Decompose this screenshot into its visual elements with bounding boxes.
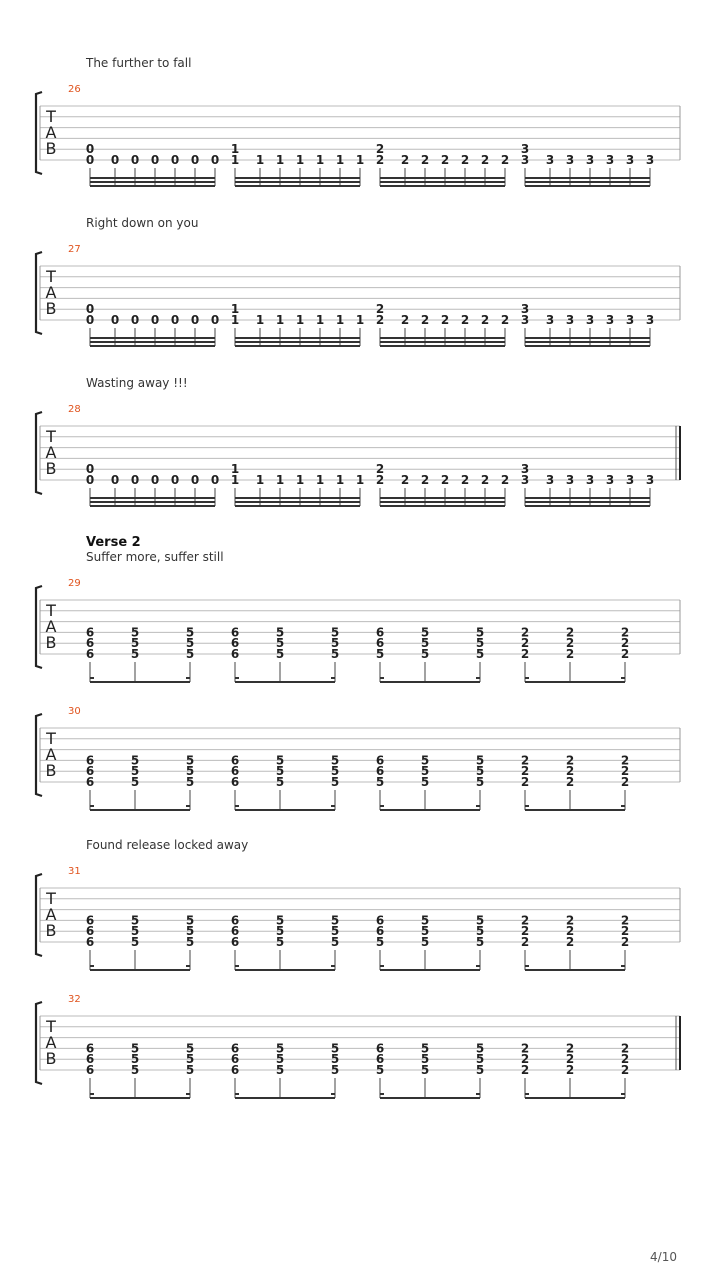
fret-number: 0 bbox=[85, 313, 95, 327]
fret-number: 2 bbox=[565, 775, 575, 789]
fret-number: 3 bbox=[565, 153, 575, 167]
fret-number: 5 bbox=[420, 1041, 430, 1056]
fret-number: 5 bbox=[420, 753, 430, 768]
tab-clef-letter: B bbox=[45, 761, 57, 780]
fret-number: 5 bbox=[275, 935, 285, 949]
fret-number: 6 bbox=[230, 753, 240, 768]
fret-number: 0 bbox=[210, 153, 220, 167]
fret-number: 5 bbox=[475, 913, 485, 928]
measure-number-31: 31 bbox=[68, 866, 81, 877]
fret-number: 6 bbox=[375, 636, 385, 651]
staff-brace bbox=[36, 586, 42, 668]
fret-number: 2 bbox=[500, 313, 510, 327]
staff-brace bbox=[36, 874, 42, 956]
fret-number: 1 bbox=[230, 302, 240, 317]
fret-number: 5 bbox=[275, 775, 285, 789]
fret-number: 5 bbox=[130, 753, 140, 768]
fret-number: 6 bbox=[85, 636, 95, 651]
fret-number: 2 bbox=[375, 142, 385, 157]
fret-number: 3 bbox=[520, 473, 530, 487]
fret-number: 0 bbox=[150, 313, 160, 327]
lyric-28: Wasting away !!! bbox=[86, 376, 188, 390]
tab-staff-28 bbox=[0, 410, 720, 510]
fret-number: 2 bbox=[480, 473, 490, 487]
fret-number: 5 bbox=[185, 775, 195, 789]
fret-number: 3 bbox=[645, 153, 655, 167]
fret-number: 5 bbox=[330, 753, 340, 768]
fret-number: 5 bbox=[475, 935, 485, 949]
fret-number: 1 bbox=[355, 153, 365, 167]
fret-number: 6 bbox=[85, 625, 95, 640]
fret-number: 6 bbox=[230, 647, 240, 661]
fret-number: 6 bbox=[230, 1041, 240, 1056]
fret-number: 5 bbox=[420, 1063, 430, 1077]
fret-number: 2 bbox=[440, 153, 450, 167]
fret-number: 5 bbox=[330, 636, 340, 651]
fret-number: 5 bbox=[420, 625, 430, 640]
tab-clef-letter: A bbox=[45, 1033, 57, 1052]
fret-number: 5 bbox=[420, 913, 430, 928]
fret-number: 2 bbox=[565, 935, 575, 949]
fret-number: 1 bbox=[275, 473, 285, 487]
fret-number: 5 bbox=[330, 1041, 340, 1056]
tab-staff-27 bbox=[0, 250, 720, 350]
fret-number: 5 bbox=[275, 1041, 285, 1056]
tab-staff-29 bbox=[0, 584, 720, 684]
fret-number: 6 bbox=[375, 625, 385, 640]
staff-brace bbox=[36, 1002, 42, 1084]
staff-brace bbox=[36, 412, 42, 494]
fret-number: 6 bbox=[85, 647, 95, 661]
fret-number: 5 bbox=[375, 1063, 385, 1077]
fret-number: 1 bbox=[230, 313, 240, 327]
fret-number: 2 bbox=[620, 1041, 630, 1056]
fret-number: 2 bbox=[620, 913, 630, 928]
fret-number: 0 bbox=[85, 302, 95, 317]
fret-number: 5 bbox=[185, 1041, 195, 1056]
fret-number: 1 bbox=[335, 313, 345, 327]
fret-number: 1 bbox=[275, 313, 285, 327]
fret-number: 5 bbox=[130, 1041, 140, 1056]
fret-number: 3 bbox=[520, 462, 530, 477]
fret-number: 5 bbox=[130, 625, 140, 640]
fret-number: 5 bbox=[185, 1052, 195, 1067]
fret-number: 2 bbox=[400, 153, 410, 167]
fret-number: 3 bbox=[625, 153, 635, 167]
fret-number: 5 bbox=[330, 625, 340, 640]
fret-number: 0 bbox=[190, 473, 200, 487]
lyric-31: Found release locked away bbox=[86, 838, 249, 852]
fret-number: 5 bbox=[185, 913, 195, 928]
fret-number: 2 bbox=[400, 473, 410, 487]
fret-number: 1 bbox=[295, 313, 305, 327]
fret-number: 6 bbox=[375, 913, 385, 928]
fret-number: 2 bbox=[375, 153, 385, 167]
fret-number: 5 bbox=[275, 1052, 285, 1067]
fret-number: 2 bbox=[520, 636, 530, 651]
fret-number: 1 bbox=[230, 153, 240, 167]
fret-number: 5 bbox=[130, 775, 140, 789]
tab-staff-31 bbox=[0, 872, 720, 972]
tab-staff-30 bbox=[0, 712, 720, 812]
tab-clef-letter: T bbox=[46, 601, 56, 620]
fret-number: 3 bbox=[520, 153, 530, 167]
fret-number: 2 bbox=[565, 1052, 575, 1067]
fret-number: 5 bbox=[185, 935, 195, 949]
fret-number: 5 bbox=[420, 647, 430, 661]
fret-number: 3 bbox=[565, 473, 575, 487]
fret-number: 5 bbox=[275, 1063, 285, 1077]
fret-number: 2 bbox=[520, 924, 530, 939]
fret-number: 3 bbox=[605, 313, 615, 327]
fret-number: 2 bbox=[420, 473, 430, 487]
fret-number: 5 bbox=[375, 775, 385, 789]
fret-number: 3 bbox=[625, 313, 635, 327]
fret-number: 5 bbox=[420, 924, 430, 939]
fret-number: 6 bbox=[230, 913, 240, 928]
fret-number: 5 bbox=[330, 647, 340, 661]
fret-number: 2 bbox=[420, 313, 430, 327]
fret-number: 6 bbox=[230, 764, 240, 779]
fret-number: 3 bbox=[605, 153, 615, 167]
fret-number: 5 bbox=[130, 924, 140, 939]
tab-clef-letter: A bbox=[45, 443, 57, 462]
fret-number: 0 bbox=[150, 153, 160, 167]
fret-number: 3 bbox=[565, 313, 575, 327]
fret-number: 5 bbox=[330, 935, 340, 949]
fret-number: 2 bbox=[620, 753, 630, 768]
fret-number: 5 bbox=[375, 935, 385, 949]
fret-number: 1 bbox=[275, 153, 285, 167]
fret-number: 5 bbox=[130, 1063, 140, 1077]
fret-number: 2 bbox=[520, 625, 530, 640]
tab-clef-letter: B bbox=[45, 921, 57, 940]
tab-clef-letter: A bbox=[45, 905, 57, 924]
fret-number: 5 bbox=[475, 636, 485, 651]
fret-number: 0 bbox=[130, 313, 140, 327]
fret-number: 2 bbox=[565, 636, 575, 651]
fret-number: 2 bbox=[565, 647, 575, 661]
fret-number: 1 bbox=[335, 473, 345, 487]
fret-number: 3 bbox=[520, 302, 530, 317]
fret-number: 5 bbox=[330, 913, 340, 928]
fret-number: 1 bbox=[255, 473, 265, 487]
fret-number: 3 bbox=[585, 313, 595, 327]
tab-clef-letter: B bbox=[45, 633, 57, 652]
fret-number: 6 bbox=[85, 1041, 95, 1056]
fret-number: 5 bbox=[420, 1052, 430, 1067]
lyric-26: The further to fall bbox=[86, 56, 192, 70]
tab-clef-letter: B bbox=[45, 139, 57, 158]
measure-number-30: 30 bbox=[68, 706, 81, 717]
fret-number: 5 bbox=[420, 935, 430, 949]
fret-number: 1 bbox=[355, 473, 365, 487]
fret-number: 3 bbox=[545, 153, 555, 167]
fret-number: 3 bbox=[520, 142, 530, 157]
fret-number: 5 bbox=[475, 753, 485, 768]
page-number: 4/10 bbox=[650, 1250, 677, 1264]
fret-number: 2 bbox=[520, 753, 530, 768]
fret-number: 2 bbox=[520, 775, 530, 789]
fret-number: 5 bbox=[475, 1041, 485, 1056]
fret-number: 1 bbox=[230, 462, 240, 477]
fret-number: 2 bbox=[520, 647, 530, 661]
fret-number: 3 bbox=[545, 473, 555, 487]
fret-number: 5 bbox=[130, 647, 140, 661]
fret-number: 5 bbox=[130, 1052, 140, 1067]
fret-number: 2 bbox=[565, 764, 575, 779]
tab-clef-letter: T bbox=[46, 889, 56, 908]
fret-number: 2 bbox=[440, 473, 450, 487]
staff-brace bbox=[36, 714, 42, 796]
fret-number: 2 bbox=[375, 313, 385, 327]
fret-number: 1 bbox=[230, 142, 240, 157]
fret-number: 5 bbox=[330, 775, 340, 789]
fret-number: 2 bbox=[565, 913, 575, 928]
fret-number: 2 bbox=[520, 764, 530, 779]
fret-number: 0 bbox=[170, 313, 180, 327]
fret-number: 1 bbox=[355, 313, 365, 327]
fret-number: 3 bbox=[625, 473, 635, 487]
fret-number: 5 bbox=[330, 924, 340, 939]
fret-number: 0 bbox=[85, 473, 95, 487]
fret-number: 2 bbox=[520, 935, 530, 949]
lyric-27: Right down on you bbox=[86, 216, 199, 230]
fret-number: 0 bbox=[210, 473, 220, 487]
fret-number: 6 bbox=[375, 753, 385, 768]
fret-number: 5 bbox=[275, 636, 285, 651]
fret-number: 5 bbox=[420, 775, 430, 789]
fret-number: 1 bbox=[315, 473, 325, 487]
fret-number: 5 bbox=[420, 636, 430, 651]
fret-number: 5 bbox=[185, 625, 195, 640]
fret-number: 5 bbox=[475, 924, 485, 939]
tab-clef-letter: B bbox=[45, 459, 57, 478]
fret-number: 0 bbox=[150, 473, 160, 487]
fret-number: 5 bbox=[185, 753, 195, 768]
fret-number: 3 bbox=[645, 313, 655, 327]
tab-staff-32 bbox=[0, 1000, 720, 1100]
fret-number: 6 bbox=[375, 924, 385, 939]
fret-number: 5 bbox=[185, 1063, 195, 1077]
fret-number: 2 bbox=[565, 1063, 575, 1077]
fret-number: 0 bbox=[190, 313, 200, 327]
fret-number: 5 bbox=[185, 647, 195, 661]
fret-number: 3 bbox=[545, 313, 555, 327]
measure-number-29: 29 bbox=[68, 578, 81, 589]
fret-number: 5 bbox=[275, 913, 285, 928]
fret-number: 5 bbox=[475, 775, 485, 789]
fret-number: 2 bbox=[565, 625, 575, 640]
fret-number: 2 bbox=[565, 924, 575, 939]
fret-number: 2 bbox=[375, 302, 385, 317]
fret-number: 2 bbox=[620, 647, 630, 661]
lyric-29: Suffer more, suffer still bbox=[86, 550, 224, 564]
fret-number: 3 bbox=[585, 153, 595, 167]
fret-number: 2 bbox=[440, 313, 450, 327]
fret-number: 2 bbox=[620, 764, 630, 779]
fret-number: 6 bbox=[85, 764, 95, 779]
fret-number: 1 bbox=[335, 153, 345, 167]
fret-number: 6 bbox=[230, 625, 240, 640]
fret-number: 5 bbox=[130, 913, 140, 928]
tab-clef-letter: B bbox=[45, 1049, 57, 1068]
fret-number: 1 bbox=[230, 473, 240, 487]
tab-clef-letter: T bbox=[46, 107, 56, 126]
fret-number: 0 bbox=[110, 313, 120, 327]
fret-number: 5 bbox=[130, 764, 140, 779]
fret-number: 2 bbox=[375, 462, 385, 477]
fret-number: 3 bbox=[585, 473, 595, 487]
fret-number: 0 bbox=[85, 153, 95, 167]
fret-number: 5 bbox=[475, 1063, 485, 1077]
fret-number: 3 bbox=[520, 313, 530, 327]
fret-number: 1 bbox=[315, 313, 325, 327]
fret-number: 5 bbox=[275, 753, 285, 768]
fret-number: 6 bbox=[85, 935, 95, 949]
fret-number: 2 bbox=[500, 473, 510, 487]
fret-number: 2 bbox=[500, 153, 510, 167]
fret-number: 5 bbox=[475, 764, 485, 779]
fret-number: 5 bbox=[185, 924, 195, 939]
measure-number-26: 26 bbox=[68, 84, 81, 95]
fret-number: 0 bbox=[170, 153, 180, 167]
fret-number: 5 bbox=[275, 625, 285, 640]
fret-number: 2 bbox=[520, 1063, 530, 1077]
fret-number: 6 bbox=[230, 1063, 240, 1077]
fret-number: 5 bbox=[185, 764, 195, 779]
fret-number: 2 bbox=[620, 625, 630, 640]
fret-number: 2 bbox=[620, 1052, 630, 1067]
tab-clef-letter: A bbox=[45, 745, 57, 764]
measure-number-28: 28 bbox=[68, 404, 81, 415]
fret-number: 5 bbox=[330, 1063, 340, 1077]
fret-number: 0 bbox=[110, 153, 120, 167]
fret-number: 5 bbox=[130, 636, 140, 651]
fret-number: 1 bbox=[255, 313, 265, 327]
staff-brace bbox=[36, 92, 42, 174]
fret-number: 6 bbox=[85, 913, 95, 928]
tab-clef-letter: A bbox=[45, 123, 57, 142]
fret-number: 6 bbox=[230, 775, 240, 789]
fret-number: 2 bbox=[565, 753, 575, 768]
measure-number-27: 27 bbox=[68, 244, 81, 255]
fret-number: 3 bbox=[605, 473, 615, 487]
tab-clef-letter: T bbox=[46, 729, 56, 748]
tab-clef-letter: T bbox=[46, 1017, 56, 1036]
fret-number: 6 bbox=[85, 1052, 95, 1067]
fret-number: 2 bbox=[520, 1041, 530, 1056]
fret-number: 2 bbox=[375, 473, 385, 487]
fret-number: 1 bbox=[315, 153, 325, 167]
fret-number: 0 bbox=[85, 142, 95, 157]
fret-number: 6 bbox=[375, 1052, 385, 1067]
tab-clef-letter: A bbox=[45, 617, 57, 636]
fret-number: 6 bbox=[230, 636, 240, 651]
fret-number: 2 bbox=[400, 313, 410, 327]
fret-number: 2 bbox=[620, 775, 630, 789]
fret-number: 5 bbox=[185, 636, 195, 651]
fret-number: 6 bbox=[85, 1063, 95, 1077]
fret-number: 2 bbox=[565, 1041, 575, 1056]
fret-number: 2 bbox=[480, 153, 490, 167]
fret-number: 2 bbox=[620, 1063, 630, 1077]
fret-number: 6 bbox=[85, 775, 95, 789]
tab-clef-letter: A bbox=[45, 283, 57, 302]
tab-clef-letter: B bbox=[45, 299, 57, 318]
fret-number: 5 bbox=[375, 647, 385, 661]
fret-number: 0 bbox=[210, 313, 220, 327]
fret-number: 1 bbox=[295, 473, 305, 487]
fret-number: 6 bbox=[375, 764, 385, 779]
fret-number: 5 bbox=[475, 647, 485, 661]
section-heading-verse-2: Verse 2 bbox=[86, 535, 141, 550]
tab-clef-letter: T bbox=[46, 267, 56, 286]
fret-number: 3 bbox=[645, 473, 655, 487]
fret-number: 0 bbox=[130, 473, 140, 487]
fret-number: 0 bbox=[190, 153, 200, 167]
fret-number: 5 bbox=[330, 764, 340, 779]
fret-number: 1 bbox=[295, 153, 305, 167]
fret-number: 0 bbox=[130, 153, 140, 167]
fret-number: 5 bbox=[275, 924, 285, 939]
fret-number: 5 bbox=[275, 764, 285, 779]
measure-number-32: 32 bbox=[68, 994, 81, 1005]
fret-number: 2 bbox=[520, 913, 530, 928]
fret-number: 0 bbox=[170, 473, 180, 487]
tab-staff-26 bbox=[0, 90, 720, 190]
fret-number: 2 bbox=[480, 313, 490, 327]
fret-number: 6 bbox=[375, 1041, 385, 1056]
fret-number: 5 bbox=[330, 1052, 340, 1067]
fret-number: 2 bbox=[620, 636, 630, 651]
fret-number: 0 bbox=[85, 462, 95, 477]
fret-number: 1 bbox=[255, 153, 265, 167]
staff-brace bbox=[36, 252, 42, 334]
fret-number: 2 bbox=[420, 153, 430, 167]
fret-number: 6 bbox=[85, 924, 95, 939]
fret-number: 6 bbox=[85, 753, 95, 768]
fret-number: 6 bbox=[230, 924, 240, 939]
fret-number: 5 bbox=[475, 625, 485, 640]
fret-number: 6 bbox=[230, 935, 240, 949]
fret-number: 5 bbox=[275, 647, 285, 661]
fret-number: 6 bbox=[230, 1052, 240, 1067]
fret-number: 5 bbox=[420, 764, 430, 779]
fret-number: 2 bbox=[620, 924, 630, 939]
tab-clef-letter: T bbox=[46, 427, 56, 446]
fret-number: 2 bbox=[460, 153, 470, 167]
fret-number: 2 bbox=[460, 313, 470, 327]
fret-number: 2 bbox=[460, 473, 470, 487]
fret-number: 5 bbox=[475, 1052, 485, 1067]
fret-number: 0 bbox=[110, 473, 120, 487]
fret-number: 5 bbox=[130, 935, 140, 949]
fret-number: 2 bbox=[620, 935, 630, 949]
fret-number: 2 bbox=[520, 1052, 530, 1067]
